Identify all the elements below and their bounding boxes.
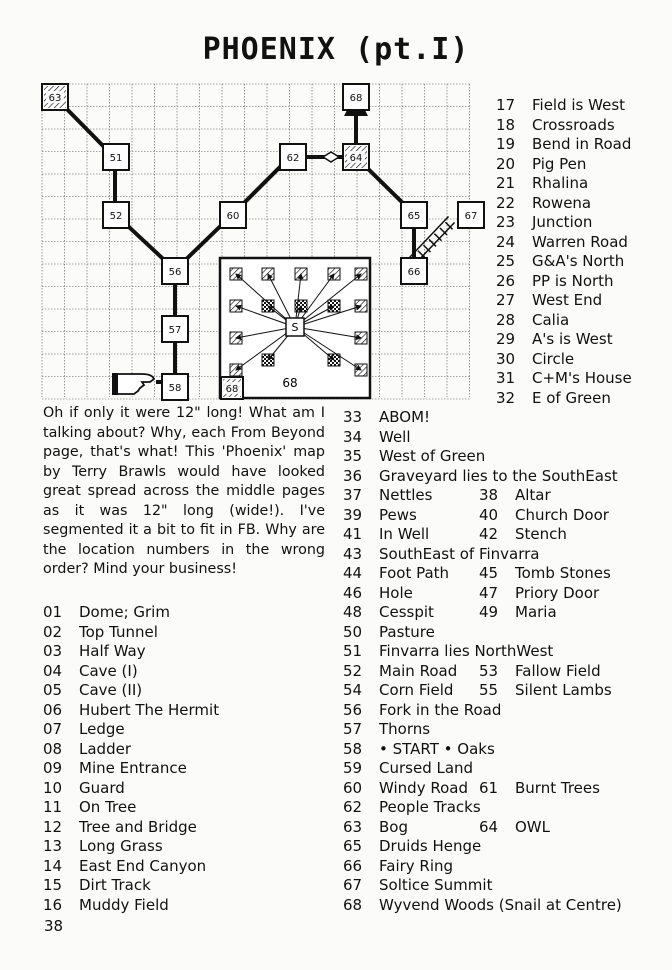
legend-entry [43,701,219,721]
legend-entry [343,740,622,760]
legend-entry [496,174,632,194]
legend-number: 29 [496,330,516,348]
legend-text: Top Tunnel [79,622,158,641]
room-label: 63 [48,93,62,104]
legend-number: 40 [479,505,499,524]
legend-entry [343,779,622,799]
legend-entry [496,135,632,155]
legend-text: Altar [515,486,551,504]
legend-entry [496,311,632,331]
legend-number: 24 [496,232,516,251]
legend-text: Soltice Summit [379,876,493,894]
legend-entry [43,818,219,838]
legend-entry [496,194,632,214]
legend-number: 08 [43,739,63,758]
wood-cell [262,354,274,366]
legend-text: East End Canyon [79,856,207,875]
wood-cell [355,364,367,376]
legend-number: 43 [343,544,363,563]
legend-entry [496,291,632,311]
wood-cell [328,300,340,312]
legend-number: 22 [496,193,516,212]
hand-cuff [112,373,118,395]
legend-text: On Tree [79,798,137,816]
legend-number: 64 [479,817,499,836]
pointing-hand-icon [112,373,154,395]
legend-entry [496,96,632,116]
map-room [221,377,243,399]
map-room [401,202,427,228]
legend-number: 68 [343,895,363,914]
legend-text: Pig Pen [532,154,587,173]
legend-number: 27 [496,291,516,309]
legend-number: 39 [343,505,363,524]
legend-text: Junction [532,213,593,231]
legend-number: 16 [43,895,63,914]
legend-text: West of Green [379,447,486,465]
legend-text: Circle [532,349,575,368]
legend-entry [43,603,219,623]
legend-number: 11 [43,798,63,816]
room-label: 60 [226,211,240,222]
legend-left [43,603,219,915]
legend-number: 15 [43,876,63,894]
legend-number: 01 [43,603,63,621]
legend-text: Warren Road [532,232,628,251]
legend-number: 63 [343,817,363,836]
legend-number: 42 [479,525,499,543]
legend-entry [343,701,622,721]
room-label: 68 [225,384,239,395]
legend-text: Graveyard lies to the SouthEast [379,466,618,485]
legend-text: Windy Road [379,778,468,797]
legend-text: E of Green [532,388,611,407]
legend-text: Bend in Road [532,135,632,153]
legend-text: Bog [379,817,408,836]
legend-number: 31 [496,369,516,387]
page-number: 38 [44,917,64,935]
legend-number: 02 [43,622,63,641]
legend-entry [343,759,622,779]
legend-text: Stench [515,525,567,543]
legend-number: 57 [343,720,363,738]
snail-label: S [291,321,299,334]
room-label: 62 [286,153,300,164]
legend-entry [43,896,219,916]
legend-text: Pasture [379,622,435,641]
legend-entry [43,876,219,896]
legend-number: 61 [479,778,499,797]
legend-entry [343,525,622,545]
legend-number: 18 [496,115,516,134]
legend-entry [343,506,622,526]
legend-number: 19 [496,135,516,153]
room-label: 58 [168,383,182,394]
legend-number: 58 [343,739,363,758]
legend-text: SouthEast of Finvarra [379,544,540,563]
legend-text: Mine Entrance [79,759,187,777]
legend-text: Druids Henge [379,837,482,855]
legend-text: G&A's North [532,252,625,270]
legend-number: 65 [343,837,363,855]
wood-cell [230,268,242,280]
wood-cell [328,268,340,280]
legend-entry [43,662,219,682]
legend-number: 38 [479,486,499,504]
legend-number: 20 [496,154,516,173]
legend-number: 13 [43,837,63,855]
map-room [401,258,427,284]
map-room [343,84,369,110]
legend-number: 28 [496,310,516,329]
legend-text: Cave (I) [79,661,138,680]
room-label: 51 [109,153,123,164]
legend-number: 66 [343,856,363,875]
legend-right [343,408,622,915]
legend-number: 35 [343,447,363,465]
legend-entry [496,213,632,233]
legend-entry [343,584,622,604]
legend-entry [343,720,622,740]
legend-entry [496,252,632,272]
room-label: 56 [168,267,182,278]
legend-text: Rhalina [532,174,589,192]
legend-entry [43,642,219,662]
legend-number: 21 [496,174,516,192]
hand-outline [114,374,154,394]
legend-text: Pews [379,505,417,524]
legend-entry [43,720,219,740]
legend-entry [43,623,219,643]
legend-number: 54 [343,681,363,699]
legend-number: 51 [343,642,363,660]
map-room [162,374,188,400]
legend-text: C+M's House [532,369,632,387]
legend-entry [496,330,632,350]
legend-number: 17 [496,96,516,114]
legend-text: Hubert The Hermit [79,700,220,719]
room-label: 57 [168,325,182,336]
connector-diamond [323,152,339,162]
legend-entry [343,681,622,701]
legend-number: 04 [43,661,63,680]
legend-entry [43,798,219,818]
room-label: 68 [349,93,363,104]
legend-entry [43,740,219,760]
legend-text: Priory Door [515,583,600,602]
room-label: 52 [109,211,123,222]
legend-entry [343,486,622,506]
legend-entry [343,837,622,857]
legend-text: Nettles [379,486,433,504]
legend-number: 26 [496,271,516,290]
room-label: 65 [407,211,421,222]
legend-entry [43,779,219,799]
legend-number: 67 [343,876,363,894]
room-label: 64 [349,153,363,164]
legend-number: 47 [479,583,499,602]
legend-entry [496,116,632,136]
legend-number: 62 [343,798,363,816]
legend-entry [43,857,219,877]
legend-text: West End [532,291,603,309]
legend-entry [343,603,622,623]
legend-text: Ledge [79,720,125,738]
legend-text: In Well [379,525,430,543]
legend-text: Dome; Grim [79,603,170,621]
legend-number: 44 [343,564,363,582]
legend-number: 53 [479,661,499,680]
legend-number: 06 [43,700,63,719]
legend-entry [343,428,622,448]
legend-text: Fallow Field [515,661,601,680]
legend-text: Cave (II) [79,681,143,699]
wood-cell [355,300,367,312]
legend-number: 56 [343,700,363,719]
legend-text: Finvarra lies NorthWest [379,642,554,660]
legend-number: 07 [43,720,63,738]
map-room [220,202,246,228]
legend-text: Ladder [79,739,131,758]
legend-entry [496,272,632,292]
map-room [42,84,68,110]
wood-cell [262,300,274,312]
legend-text: Main Road [379,661,458,680]
legend-right-top [496,96,632,408]
legend-entry [343,662,622,682]
wood-cell [230,300,242,312]
legend-text: Long Grass [79,837,163,855]
wood-cell [355,268,367,280]
map-room [280,144,306,170]
legend-number: 32 [496,388,516,407]
legend-text: Dirt Track [79,876,151,894]
legend-number: 37 [343,486,363,504]
legend-entry [496,350,632,370]
legend-entry [343,545,622,565]
legend-text: Cesspit [379,603,434,621]
page-title: PHOENIX (pt.I) [202,32,470,67]
legend-text: Corn Field [379,681,454,699]
legend-entry [343,642,622,662]
legend-entry [343,876,622,896]
wood-cell [328,354,340,366]
legend-entry [43,681,219,701]
legend-entry [343,818,622,838]
legend-text: OWL [515,817,550,836]
wood-cell [262,268,274,280]
legend-text: Silent Lambs [515,681,612,699]
legend-number: 12 [43,817,63,836]
wood-cell [295,300,307,312]
legend-number: 45 [479,564,499,582]
legend-entry [343,623,622,643]
legend-text: Fork in the Road [379,700,502,719]
legend-entry [343,564,622,584]
legend-text: Field is West [532,96,626,114]
legend-text: People Tracks [379,798,481,816]
legend-text: PP is North [532,271,614,290]
legend-number: 23 [496,213,516,231]
legend-text: Wyvend Woods (Snail at Centre) [379,895,622,914]
legend-number: 52 [343,661,363,680]
legend-text: Calia [532,310,570,329]
legend-text: Rowena [532,193,592,212]
legend-text: Burnt Trees [515,778,600,797]
legend-entry [43,837,219,857]
room-label: 66 [407,267,421,278]
legend-text: Fairy Ring [379,856,454,875]
wood-cell [230,364,242,376]
wood-label: 68 [282,376,298,390]
legend-entry [343,857,622,877]
legend-number: 09 [43,759,63,777]
legend-number: 41 [343,525,363,543]
legend-entry [496,389,632,409]
map-room [162,258,188,284]
map-room [343,144,369,170]
legend-text: Maria [515,603,557,621]
legend-number: 30 [496,349,516,368]
legend-entry [343,798,622,818]
legend-text: A's is West [532,330,613,348]
legend-number: 05 [43,681,63,699]
legend-entry [496,233,632,253]
legend-number: 33 [343,408,363,426]
legend-text: ABOM! [379,408,431,426]
legend-number: 10 [43,778,63,797]
legend-entry [343,447,622,467]
intro-paragraph: Oh if only it were 12" long! What am I talking about? Why, each From Beyond page, that's what! This 'Phoenix' map by Terry Brawls would have looked great spread across the middle pages as it was 12" long (wide!). I've segmented it a bit to fit in FB. Why are the location numbers in the wrong order? Mind your business! [43,405,325,577]
legend-text: Thorns [379,720,431,738]
map-room [103,144,129,170]
legend-text: Cursed Land [379,759,474,777]
legend-number: 36 [343,466,363,485]
legend-text: Well [379,427,411,446]
phoenix-map [40,82,485,404]
legend-text: Tree and Bridge [79,817,197,836]
legend-number: 46 [343,583,363,602]
legend-number: 60 [343,778,363,797]
legend-text: Guard [79,778,125,797]
legend-text: Hole [379,583,413,602]
legend-text: Church Door [515,505,609,524]
legend-entry [496,155,632,175]
map-rooms [42,84,484,400]
wood-cell [295,268,307,280]
legend-text: • START • Oaks [379,739,495,758]
wood-cell [355,332,367,344]
legend-text: Foot Path [379,564,450,582]
map-room [458,202,484,228]
legend-number: 25 [496,252,516,270]
legend-number: 55 [479,681,499,699]
legend-number: 59 [343,759,363,777]
map-room [103,202,129,228]
legend-number: 14 [43,856,63,875]
legend-number: 03 [43,642,63,660]
legend-number: 34 [343,427,363,446]
legend-text: Tomb Stones [515,564,611,582]
legend-text: Crossroads [532,115,615,134]
legend-entry [43,759,219,779]
legend-entry [496,369,632,389]
legend-number: 50 [343,622,363,641]
legend-entry [343,896,622,916]
legend-entry [343,467,622,487]
legend-text: Half Way [79,642,146,660]
room-label: 67 [464,211,478,222]
legend-number: 49 [479,603,499,621]
legend-number: 48 [343,603,363,621]
legend-entry [343,408,622,428]
map-room [162,316,188,342]
wood-cell [230,332,242,344]
legend-text: Muddy Field [79,895,169,914]
